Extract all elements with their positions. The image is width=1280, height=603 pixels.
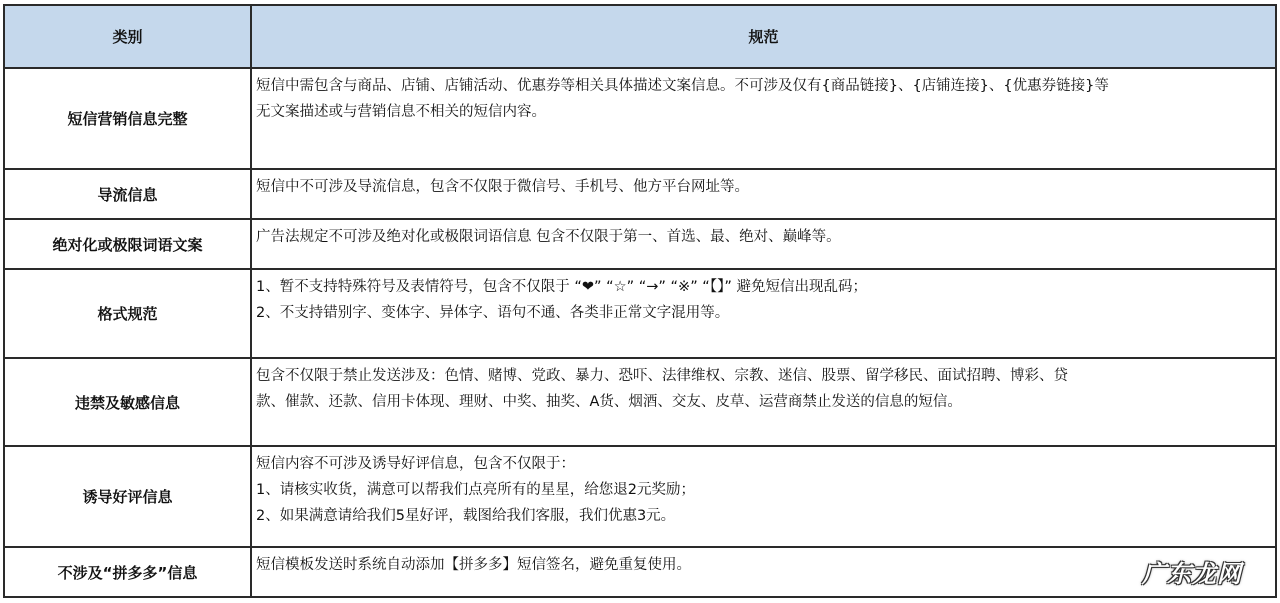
- sms-spec-table: [3, 4, 1277, 598]
- spec-line: 短信内容不可涉及诱导好评信息，包含不仅限于：: [256, 456, 575, 472]
- row-category: 导流信息: [4, 169, 251, 219]
- row-spec: [251, 547, 1276, 597]
- header-spec: 规范: [251, 5, 1276, 68]
- table-row: [4, 169, 1276, 219]
- row-category: 绝对化或极限词语文案: [4, 219, 251, 269]
- spec-line: 1、请核实收货，满意可以帮我们点亮所有的星星，给您退2元奖励；: [256, 482, 695, 498]
- spec-line: 1、暂不支持特殊符号及表情符号，包含不仅限于 “❤” “☆” “→” “※” “【】” 避免短信出现乱码；: [256, 279, 867, 295]
- spec-line: 无文案描述或与营销信息不相关的短信内容。: [256, 104, 546, 120]
- row-category: 格式规范: [4, 269, 251, 358]
- spec-line: 广告法规定不可涉及绝对化或极限词语信息 包含不仅限于第一、首选、最、绝对、巅峰等。: [256, 229, 841, 245]
- row-spec: [251, 219, 1276, 269]
- table-row: [4, 358, 1276, 446]
- spec-line: 包含不仅限于禁止发送涉及：色情、赌博、党政、暴力、恐吓、法律维权、宗教、迷信、股票、留学移民、面试招聘、博彩、贷: [256, 368, 1068, 384]
- table-row: [4, 68, 1276, 169]
- table-row: [4, 547, 1276, 597]
- spec-line: 款、催款、还款、信用卡体现、理财、中奖、抽奖、A货、烟酒、交友、皮草、运营商禁止发送的信息的短信。: [256, 394, 962, 410]
- row-spec: [251, 269, 1276, 358]
- spec-line: 短信中需包含与商品、店铺、店铺活动、优惠券等相关具体描述文案信息。不可涉及仅有{商品链接}、{店铺连接}、{优惠券链接}等: [256, 78, 1109, 94]
- spec-line: 短信模板发送时系统自动添加【拼多多】短信签名，避免重复使用。: [256, 557, 691, 573]
- row-spec: [251, 169, 1276, 219]
- spec-line: 短信中不可涉及导流信息，包含不仅限于微信号、手机号、他方平台网址等。: [256, 179, 749, 195]
- table-row: [4, 269, 1276, 358]
- row-category: 违禁及敏感信息: [4, 358, 251, 446]
- spec-line: 2、不支持错别字、变体字、异体字、语句不通、各类非正常文字混用等。: [256, 305, 730, 321]
- row-category: 诱导好评信息: [4, 446, 251, 547]
- row-spec: [251, 68, 1276, 169]
- table-header-row: [4, 5, 1276, 68]
- header-category: 类别: [4, 5, 251, 68]
- row-category: 短信营销信息完整: [4, 68, 251, 169]
- spec-line: 2、如果满意请给我们5星好评，载图给我们客服，我们优惠3元。: [256, 508, 676, 524]
- watermark-logo: 广东龙网: [1142, 560, 1242, 588]
- table-row: [4, 446, 1276, 547]
- table-row: [4, 219, 1276, 269]
- row-category: 不涉及“拼多多”信息: [4, 547, 251, 597]
- row-spec: [251, 358, 1276, 446]
- row-spec: [251, 446, 1276, 547]
